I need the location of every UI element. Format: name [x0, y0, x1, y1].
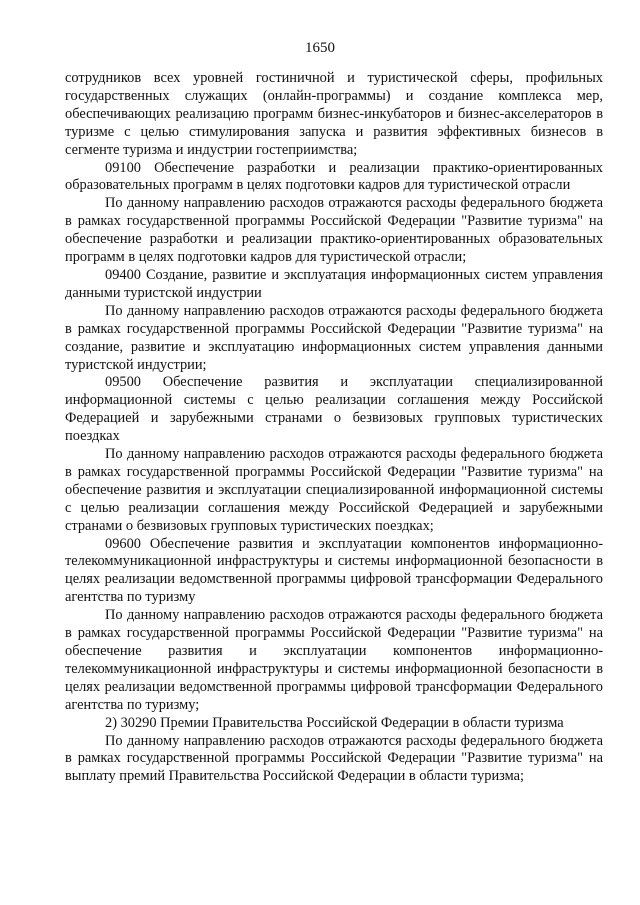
- paragraph: 09100 Обеспечение разработки и реализации практико-ориентированных образовательных программ в целях подготовки кадров для туристической отрасли: [65, 159, 603, 194]
- paragraph: По данному направлению расходов отражаются расходы федерального бюджета в рамках государственной программы Российской Федерации "Развитие туризма" на обеспечение развития и эксплуатации компонентов информационно-телекоммуникационной инфраструктуры и системы информационной безопасности в целях реализации ведомственной программы цифровой трансформации Федерального агентства по туризму;: [65, 607, 603, 713]
- paragraph: сотрудников всех уровней гостиничной и туристической сферы, профильных государственных служащих (онлайн-программы) и создание комплекса мер, обеспечивающих реализацию программ бизнес-инкубаторов и бизнес-акселераторов в туризме с целью стимулирования запуска и развития эффективных бизнесов в сегменте туризма и индустрии гостеприимства;: [65, 70, 603, 158]
- paragraph: 09600 Обеспечение развития и эксплуатации компонентов информационно-телекоммуникационной инфраструктуры и системы информационной безопасности в целях реализации ведомственной программы цифровой трансформации Федерального агентства по туризму: [65, 535, 603, 606]
- paragraph: 09400 Создание, развитие и эксплуатация информационных систем управления данными туристской индустрии: [65, 266, 603, 301]
- paragraph: По данному направлению расходов отражаются расходы федерального бюджета в рамках государственной программы Российской Федерации "Развитие туризма" на обеспечение развития и эксплуатации специализированной информационной системы с целью реализации соглашения между Российской Федерацией и зарубежными странами о безвизовых групповых туристических поездках;: [65, 446, 603, 534]
- paragraph: 09500 Обеспечение развития и эксплуатации специализированной информационной системы с целью реализации соглашения между Российской Федерацией и зарубежными странами о безвизовых групповых туристических поездках: [65, 374, 603, 445]
- paragraph: По данному направлению расходов отражаются расходы федерального бюджета в рамках государственной программы Российской Федерации "Развитие туризма" на создание, развитие и эксплуатацию информационных систем управления данными туристской индустрии;: [65, 302, 603, 373]
- paragraph: По данному направлению расходов отражаются расходы федерального бюджета в рамках государственной программы Российской Федерации "Развитие туризма" на обеспечение разработки и реализации практико-ориентированных образовательных программ в целях подготовки кадров для туристической отрасли;: [65, 195, 603, 266]
- paragraph: По данному направлению расходов отражаются расходы федерального бюджета в рамках государственной программы Российской Федерации "Развитие туризма" на выплату премий Правительства Российской Федерации в области туризма;: [65, 732, 603, 785]
- paragraph: 2) 30290 Премии Правительства Российской Федерации в области туризма: [105, 714, 564, 731]
- document-body: [65, 70, 603, 786]
- page-number: 1650: [305, 40, 335, 56]
